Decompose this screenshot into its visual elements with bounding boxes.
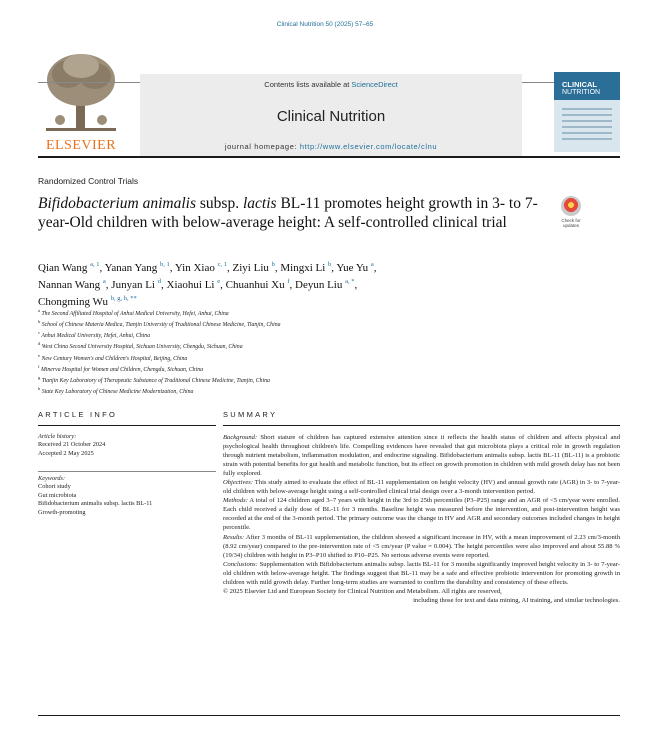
copyright-line-1: © 2025 Elsevier Ltd and European Society for Clinical Nutrition and Metabolism. All rights are reserved, [223, 587, 502, 595]
title-rest: BL-11 promotes height growth in 3- to 7-year-Old children with below-average height: A self-controlled clinical trial [38, 195, 538, 231]
author[interactable]: Nannan Wang $^a$ [38, 278, 106, 291]
author[interactable]: Xiaohui Li $^e$ [166, 278, 221, 291]
affiliation: $^d$ West China Second University Hospital, Sichuan University, Chengdu, Sichuan, China [38, 341, 243, 351]
elsevier-tree-icon [38, 48, 124, 138]
author-list: Qian Wang $^{a, 1}$, Yanan Yang $^{b, 1}$, Yin Xiao $^{c, 1}$, Ziyi Liu $^b$, Mingxi Li $^b$, Yue Yu $^a$, Nannan Wang $^a$, Junyan Li $^d$, Xiaohui Li $^e$, Chuanhui Xu $^f$, Deyun Liu $^{a, *}$, Chongming Wu $^{b, g, h, **}$ [38, 261, 377, 308]
journal-cover-thumbnail[interactable] [554, 72, 620, 152]
contents-line [140, 80, 522, 89]
title-italic-lactis: lactis [242, 195, 277, 212]
cover-title-2: NUTRITION [562, 89, 601, 96]
author[interactable]: Deyun Liu $^{a, *}$ [295, 278, 355, 291]
copyright-line-2: including those for text and data mining, AI training, and similar technologies. [413, 596, 620, 604]
history-label: Article history: [38, 433, 77, 440]
check-for-updates-button[interactable] [555, 196, 587, 228]
article-info-rule [38, 425, 216, 426]
article-history [38, 433, 216, 458]
accepted-date: Accepted 2 May 2025 [38, 449, 94, 457]
contents-prefix: Contents lists available at [264, 80, 350, 89]
summary-rule [223, 425, 620, 426]
check-updates-icon [561, 196, 581, 216]
article-title [38, 194, 543, 232]
journal-masthead [38, 48, 620, 156]
homepage-link[interactable]: http://www.elsevier.com/locate/clnu [299, 142, 438, 151]
keyword: Gut microbiota [38, 491, 77, 499]
affiliation: $^h$ State Key Laboratory of Chinese Medicine Modernization, China [38, 385, 194, 395]
check-updates-label: Check for updates [561, 218, 581, 228]
article-type: Randomized Control Trials [38, 176, 139, 186]
cover-title-1: CLINICAL [562, 80, 597, 89]
affiliation: $^f$ Minerva Hospital for Women and Children, Chengdu, Sichuan, China [38, 363, 203, 373]
elsevier-logo[interactable] [38, 48, 124, 156]
keyword: Cohort study [38, 483, 71, 491]
author[interactable]: Junyan Li $^d$ [111, 278, 161, 291]
keywords-label: Keywords: [38, 475, 66, 482]
sciencedirect-link[interactable]: ScienceDirect [351, 80, 398, 89]
keyword: Growth-promoting [38, 508, 86, 516]
front-matter-end-rule [38, 715, 620, 716]
cover-decoration [562, 108, 612, 144]
journal-reference[interactable]: Clinical Nutrition 50 (2025) 57–65 [276, 21, 374, 28]
author[interactable]: Qian Wang $^{a, 1}$ [38, 261, 100, 274]
affiliation-list [38, 307, 598, 396]
homepage-prefix: journal homepage: [224, 142, 298, 151]
affiliation: $^g$ Tianjin Key Laboratory of Therapeutic Substance of Traditional Chinese Medicine, Tianjin, China [38, 374, 270, 384]
summary-objectives: Objectives: This study aimed to evaluate the effect of BL-11 supplementation on height velocity (HV) and annual growth rate (AGR) in 3- to 7-year-old children with below-average height using a self-controlled clinical trial design over a 3-month intervention period. [223, 479, 621, 496]
author[interactable]: Yin Xiao $^{c, 1}$ [174, 261, 228, 274]
masthead-bottom-rule [38, 156, 620, 158]
summary-background: Background: Short stature of children has captured extensive attention since it reflects the health status of children and affects physical and psychological health throughout children's life. Compelling evidences have revealed that gut microbiota plays a critical role in growth regulation through nutrient metabolism, inflammation modulation, and endocrine signaling. Bifidobacterium animalis subsp. lactis BL-11 (BL-11) is a probiotic strain with potential benefits for gut health and metabolic function, but its effect on growth promotion in children with mild growth delay has not been fully explored. [223, 434, 620, 478]
keyword: Bifidobacterium animalis subsp. lactis BL-11 [38, 500, 153, 508]
title-plain-1: subsp. [196, 195, 243, 212]
summary-results: Results: After 3 months of BL-11 supplementation, the children showed a significant increase in HV, with a mean improvement of 2.23 cm/3-month (8.92 cm/year) compared to the pre-intervention rate of <5 cm/year (P value = 0.004). The height percentiles were also improved and about 55.88 % (19/34) children with height in P3–P10 shifted to P10–P25. No serious adverse events were reported. [223, 533, 620, 559]
author[interactable]: Yue Yu $^a$ [336, 261, 374, 274]
author[interactable]: Chongming Wu $^{b, g, h, **}$ [38, 295, 137, 308]
summary-conclusions: Conclusions: Supplementation with Bifidobacterium animalis subsp. lactis BL-11 for 3 months significantly improved height velocity in 3- to 7-year-old children with below-average height. The findings suggest that BL-11 may be a safe and effective probiotic intervention for promoting growth in children with mild growth delay. Further long-term studies are warranted to confirm the durability and consistency of these effects. [223, 560, 620, 586]
keywords-rule [38, 471, 216, 472]
title-italic-genus: Bifidobacterium animalis [38, 195, 197, 212]
affiliation: $^a$ The Second Affiliated Hospital of Anhui Medical University, Hefei, Anhui, China [38, 308, 229, 317]
elsevier-wordmark: ELSEVIER [45, 138, 117, 153]
affiliation: $^b$ School of Chinese Materia Medica, Tianjin University of Traditional Chinese Medicine, Tianjin, China [38, 319, 281, 329]
article-info-heading: ARTICLE INFO [38, 410, 118, 419]
received-date: Received 21 October 2024 [38, 441, 106, 449]
journal-name[interactable]: Clinical Nutrition [276, 108, 386, 125]
affiliation: $^e$ New Century Women's and Children's Hospital, Beijing, China [38, 352, 188, 362]
author[interactable]: Mingxi Li $^b$ [280, 261, 332, 274]
author[interactable]: Ziyi Liu $^b$ [232, 261, 275, 274]
author[interactable]: Yanan Yang $^{b, 1}$ [104, 261, 170, 274]
summary-methods: Methods: A total of 124 children aged 3–7 years with height in the 3rd to 25th percentiles (P3–P25) range and an AGR of <5 cm/year were enrolled. Each child received a daily dose of BL-11 for 3 months. Baseline height was measured before the intervention, and post-intervention height was recorded at the end of the 3-month period. The primary outcome was the change in HV and AGR and secondary outcomes included changes in height percentile. [223, 497, 620, 532]
summary-text [223, 433, 620, 605]
keywords-block [38, 475, 216, 517]
affiliation: $^c$ Anhui Medical University, Hefei, Anhui, China [38, 330, 151, 340]
journal-homepage [140, 142, 522, 151]
summary-heading: SUMMARY [223, 410, 278, 419]
author[interactable]: Chuanhui Xu $^f$ [225, 278, 290, 291]
